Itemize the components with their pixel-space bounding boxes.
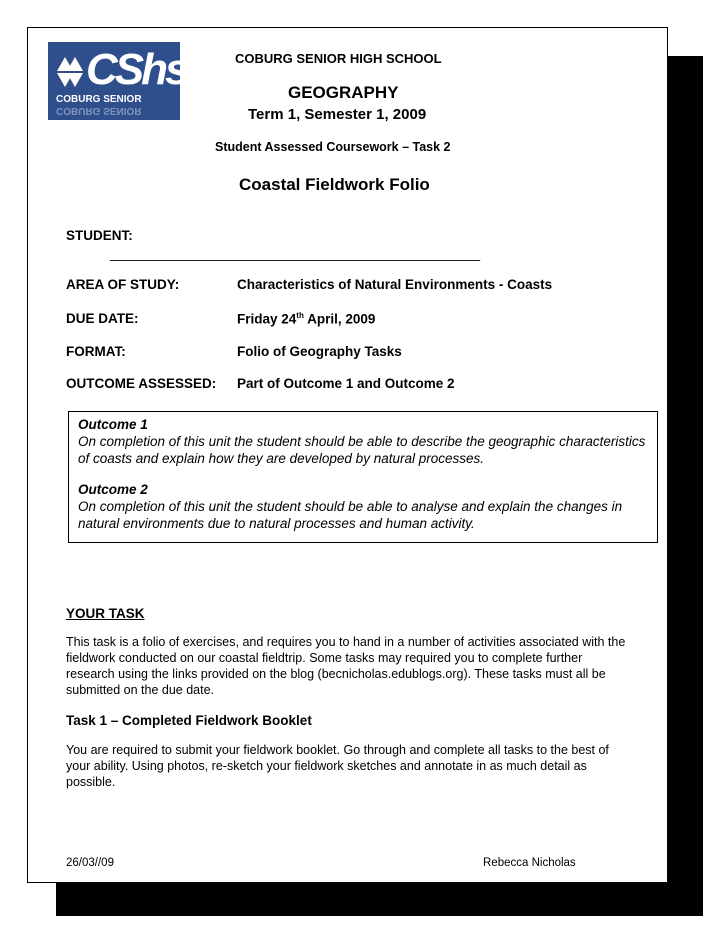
school-name: COBURG SENIOR HIGH SCHOOL <box>235 51 442 66</box>
your-task-heading: YOUR TASK <box>66 606 145 621</box>
due-date-day: Friday 24 <box>237 311 297 327</box>
due-date-month: April, 2009 <box>303 311 376 327</box>
task-1-text: You are required to submit your fieldwork booklet. Go through and complete all tasks to the best of your ability. Using photos, re-sketch your fieldwork sketches and annotate in as much detail as possible. <box>66 743 609 789</box>
assessment-line: Student Assessed Coursework – Task 2 <box>215 140 451 154</box>
outcome-1-text: On completion of this unit the student should be able to describe the geographic characteristics of coasts and explain how they are developed by natural processes. <box>78 434 646 466</box>
student-name-line: ____________________________________________________ <box>110 246 480 261</box>
area-of-study-label: AREA OF STUDY: <box>66 277 180 292</box>
area-of-study-value: Characteristics of Natural Environments - Coasts <box>237 277 553 292</box>
outcome-2-title: Outcome 2 <box>78 482 148 497</box>
format-label: FORMAT: <box>66 344 126 359</box>
outcome-assessed-value: Part of Outcome 1 and Outcome 2 <box>237 376 455 391</box>
triangle-logo-icon <box>53 52 89 90</box>
due-date-suffix: th <box>296 311 304 320</box>
your-task-text: This task is a folio of exercises, and requires you to hand in a number of activities associated with the fieldwork conducted on our coastal fieldtrip. Some tasks may required you to complete further research using the links provided on the blog (becnicholas.edublogs.org). These tasks must all be submitted on the due date. <box>66 635 626 697</box>
logo-text: COBURG SENIOR <box>56 94 142 105</box>
subject-title: GEOGRAPHY <box>288 83 399 102</box>
task-1-heading: Task 1 – Completed Fieldwork Booklet <box>66 713 312 728</box>
footer-author: Rebecca Nicholas <box>483 857 576 869</box>
school-logo <box>48 42 187 120</box>
student-label: STUDENT: <box>66 228 133 243</box>
outcome-2-text: On completion of this unit the student should be able to analyse and explain the changes in natural environments due to natural processes and human activity. <box>78 499 623 531</box>
logo-text-reflection: COBURG SENIOR <box>56 105 142 116</box>
due-date-label: DUE DATE: <box>66 311 139 326</box>
document-page <box>27 27 668 883</box>
term-line: Term 1, Semester 1, 2009 <box>248 106 427 123</box>
due-date-value <box>237 311 375 327</box>
logo-letters: CShs <box>86 45 187 94</box>
footer-date: 26/03//09 <box>66 857 114 869</box>
format-value: Folio of Geography Tasks <box>237 344 402 359</box>
outcome-assessed-label: OUTCOME ASSESSED: <box>66 376 217 391</box>
outcomes-box <box>68 411 658 543</box>
outcome-1-title: Outcome 1 <box>78 417 148 432</box>
document-title: Coastal Fieldwork Folio <box>239 175 430 194</box>
